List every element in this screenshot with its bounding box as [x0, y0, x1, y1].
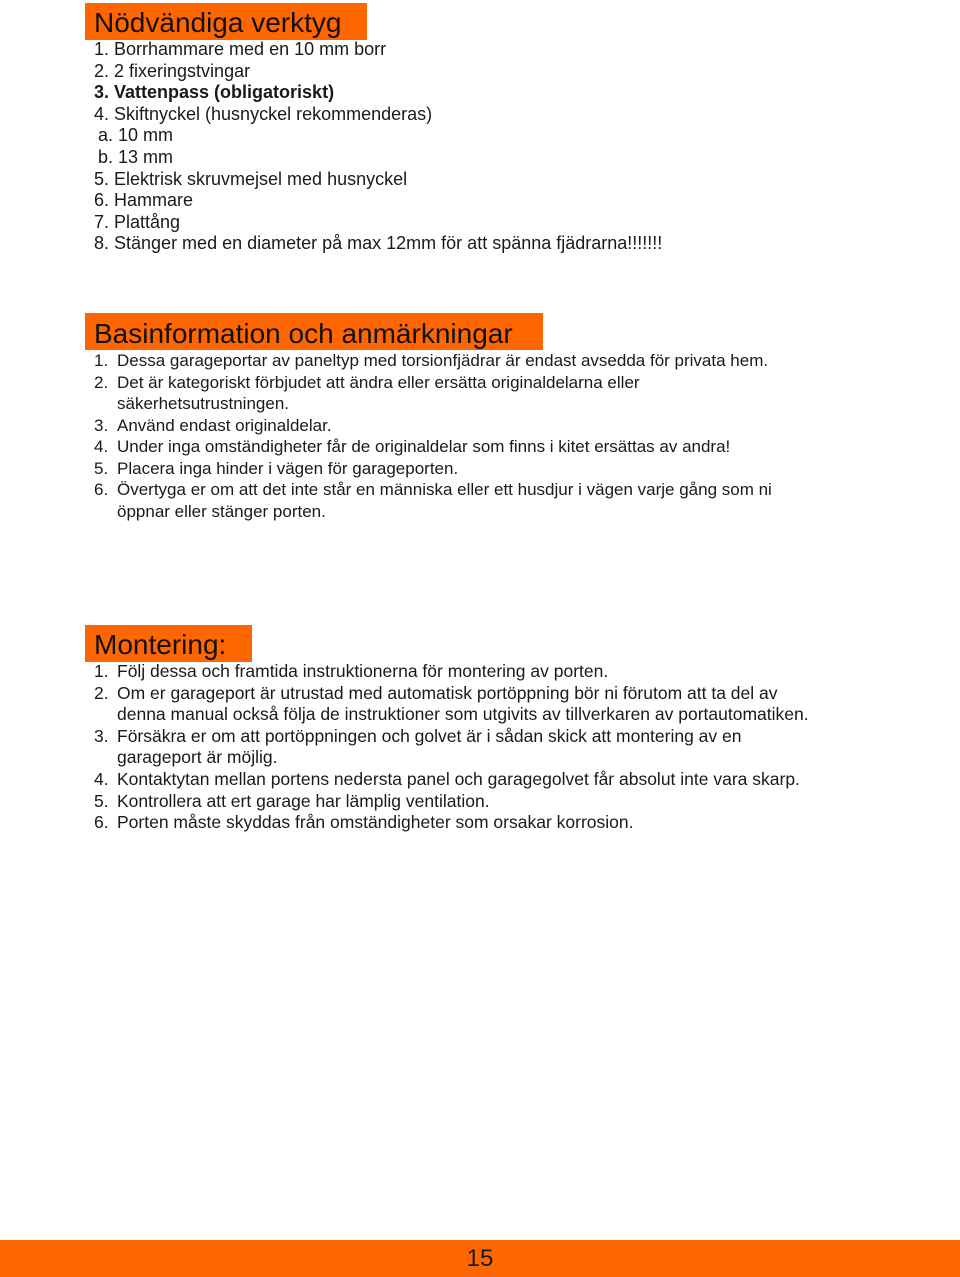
- list-item: [94, 683, 809, 726]
- item-number: 5.: [94, 168, 110, 189]
- item-number: 1.: [94, 661, 109, 681]
- item-text: [117, 769, 800, 791]
- item-text-line: Försäkra er om att portöppningen och golvet är i sådan skick att montering av en: [117, 725, 742, 746]
- item-text: [117, 372, 640, 415]
- list-item: [94, 233, 662, 255]
- item-number: 3.: [94, 415, 109, 435]
- page-number: 15: [466, 1245, 494, 1272]
- item-text: [117, 479, 772, 522]
- item-text: Elektrisk skruvmejsel med husnyckel: [114, 168, 408, 189]
- list-item: [94, 372, 772, 415]
- list-item: [94, 458, 772, 480]
- item-text-line: Porten måste skyddas från omständigheter som orsakar korrosion.: [117, 812, 634, 833]
- list-item: [94, 812, 809, 834]
- section-heading-tools: Nödvändiga verktyg: [94, 7, 342, 38]
- list-item: [94, 147, 662, 169]
- item-text: [117, 436, 730, 458]
- list-item: [94, 791, 809, 813]
- list-item: [94, 212, 662, 234]
- item-number: 4.: [94, 437, 109, 456]
- item-number: 3.: [94, 725, 109, 746]
- item-text-line: Kontrollera att ert garage har lämplig ventilation.: [117, 790, 490, 811]
- item-text: Skiftnyckel (husnyckel rekommenderas): [114, 103, 433, 124]
- item-number: 7.: [94, 211, 110, 232]
- item-text: Plattång: [114, 211, 181, 232]
- tools-list: [94, 39, 662, 255]
- list-item: [94, 415, 772, 437]
- item-text: [117, 415, 332, 437]
- list-item: [94, 350, 772, 372]
- list-item: [94, 61, 662, 83]
- item-text: [117, 661, 608, 683]
- item-text: [117, 726, 742, 769]
- item-text: Vattenpass (obligatoriskt): [114, 82, 335, 103]
- item-number: 4.: [94, 103, 110, 124]
- item-number: 1.: [94, 351, 109, 370]
- item-text: 2 fixeringstvingar: [114, 60, 251, 81]
- item-text-line: Kontaktytan mellan portens nedersta panel och garagegolvet får absolut inte vara skarp.: [117, 768, 800, 789]
- item-text: Hammare: [114, 190, 194, 211]
- mounting-list: [94, 661, 809, 834]
- item-text-line: Det är kategoriskt förbjudet att ändra eller ersätta originaldelarna eller: [117, 372, 640, 392]
- item-text-line: öppnar eller stänger porten.: [117, 501, 326, 521]
- item-number: 5.: [94, 790, 109, 811]
- item-text-line: säkerhetsutrustningen.: [117, 394, 289, 413]
- section-heading-basic-info: Basinformation och anmärkningar: [94, 318, 513, 349]
- list-item: [94, 190, 662, 212]
- item-number: 6.: [94, 480, 109, 499]
- list-item: [94, 436, 772, 458]
- item-text: Borrhammare med en 10 mm borr: [114, 39, 387, 59]
- section-heading-mounting: Montering:: [94, 629, 227, 660]
- item-text: 13 mm: [118, 146, 174, 167]
- item-text: [117, 350, 768, 372]
- item-number: 4.: [94, 768, 109, 789]
- item-number: 6.: [94, 812, 109, 833]
- item-text-line: denna manual också följa de instruktioner som utgivits av tillverkaren av portautomatiken.: [117, 704, 809, 725]
- list-item: [94, 169, 662, 191]
- item-text-line: Övertyga er om att det inte står en människa eller ett husdjur i vägen varje gång som ni: [117, 480, 772, 499]
- item-number: 2.: [94, 60, 110, 81]
- item-text: 10 mm: [118, 125, 174, 146]
- item-number: 2.: [94, 372, 109, 392]
- item-text: Stänger med en diameter på max 12mm för att spänna fjädrarna!!!!!!!: [114, 233, 663, 254]
- item-number: 3.: [94, 82, 110, 103]
- list-item: [94, 104, 662, 126]
- list-item: [94, 82, 662, 104]
- item-text: [117, 791, 490, 813]
- item-text-line: Om er garageport är utrustad med automatisk portöppning bör ni förutom att ta del av: [117, 682, 778, 703]
- item-number: 8.: [94, 233, 110, 254]
- item-text-line: Dessa garageportar av paneltyp med torsionfjädrar är endast avsedda för privata hem.: [117, 351, 769, 370]
- basic-info-list: [94, 350, 772, 522]
- list-item: [94, 125, 662, 147]
- list-item: [94, 769, 809, 791]
- list-item: [94, 726, 809, 769]
- list-item: [94, 479, 772, 522]
- item-text: [117, 812, 633, 834]
- item-number: 6.: [94, 190, 110, 211]
- item-number: 1.: [94, 39, 110, 59]
- item-number: 5.: [94, 458, 109, 478]
- item-number: 2.: [94, 682, 109, 703]
- list-item: [94, 39, 662, 61]
- item-text-line: Placera inga hinder i vägen för garageporten.: [117, 458, 459, 478]
- item-text-line: garageport är möjlig.: [117, 747, 278, 768]
- item-number: b.: [98, 146, 114, 167]
- item-text-line: Under inga omständigheter får de originaldelar som finns i kitet ersättas av andra!: [117, 437, 731, 456]
- item-text: [117, 683, 809, 726]
- item-text-line: Följ dessa och framtida instruktionerna för montering av porten.: [117, 661, 609, 681]
- list-item: [94, 661, 809, 683]
- item-text: [117, 458, 458, 480]
- item-text-line: Använd endast originaldelar.: [117, 415, 332, 435]
- item-number: a.: [98, 125, 114, 146]
